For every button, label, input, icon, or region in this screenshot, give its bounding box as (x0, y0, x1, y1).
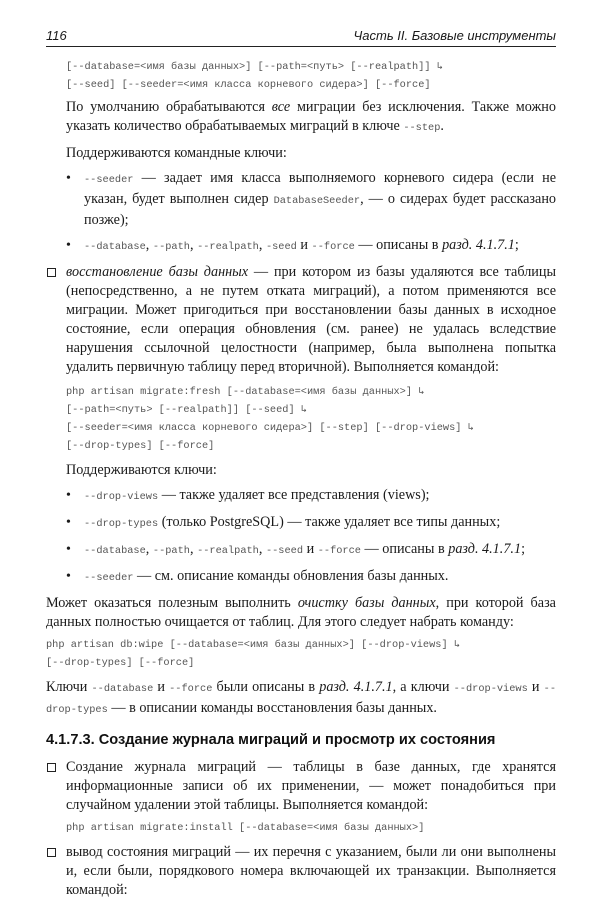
bullet-icon: • (66, 542, 71, 557)
code-line: php artisan migrate:install [--database=<имя базы данных>] (66, 822, 425, 834)
paragraph: Может оказаться полезным выполнить очистку базы данных, при которой база данных полностью очищается от таблиц. Для этого следует набрать команду: (46, 595, 556, 630)
bullet-icon: • (66, 515, 71, 530)
code-line: [--drop-types] [--force] (66, 440, 215, 452)
list-item: • --database, --path, --realpath, --seed и --force — описаны в разд. 4.1.7.1; (66, 541, 526, 557)
section-heading: 4.1.7.3. Создание журнала миграций и просмотр их состояния (46, 732, 496, 748)
code-block-db-wipe (46, 636, 556, 672)
code-line: [--seed] [--seeder=<имя класса корневого сидера>] [--force] (66, 79, 431, 91)
code-block-migrate-fresh (46, 383, 556, 455)
code-line: [--database=<имя базы данных>] [--path=<путь> [--realpath]] ↳ (66, 61, 443, 73)
code-block-migrate-refresh (46, 58, 556, 94)
part-title: Часть II. Базовые инструменты (353, 28, 556, 43)
paragraph: Поддерживаются командные ключи: (66, 145, 287, 161)
code-line: [--drop-types] [--force] (46, 657, 195, 669)
bullet-icon: • (66, 569, 71, 584)
paragraph: По умолчанию обрабатываются все миграции без исключения. Также можно указать количество обрабатываемых миграций в ключе --step. (66, 99, 556, 134)
square-bullet-icon (47, 268, 56, 277)
list-item: • --seeder — задает имя класса выполняемого корневого сидера (если не указан, будет выполнен сидер DatabaseSeeder, — о сидерах будет рассказано позже); (66, 170, 557, 228)
code-line: [--seeder=<имя класса корневого сидера>] [--step] [--drop-views] ↳ (66, 422, 474, 434)
paragraph: Поддерживаются ключи: (66, 462, 217, 478)
code-line: [--path=<путь> [--realpath]] [--seed] ↳ (66, 404, 308, 416)
bullet-icon: • (66, 488, 71, 503)
paragraph: Ключи --database и --force были описаны в разд. 4.1.7.1, а ключи --drop-views и --drop-types — в описании команды восстановления базы данных. (46, 679, 556, 716)
square-bullet-icon (47, 763, 56, 772)
square-bullet-icon (47, 848, 56, 857)
running-header (46, 26, 556, 47)
code-line: php artisan db:wipe [--database=<имя базы данных>] [--drop-views] ↳ (46, 639, 461, 651)
list-item: • --drop-views — также удаляет все представления (views); (66, 487, 430, 503)
page-body (46, 58, 556, 900)
code-block-migrate-install (46, 819, 556, 837)
page-number: 116 (46, 28, 67, 43)
bullet-icon: • (66, 238, 71, 253)
bullet-icon: • (66, 171, 71, 186)
code-line: php artisan migrate:fresh [--database=<имя базы данных>] ↳ (66, 386, 425, 398)
checkbox-list-item: восстановление базы данных — при котором из базы удаляются все таблицы (непосредственно, а не путем отката миграций), а потом применяются все миграции. Может пригодиться при восстановлении базы данных в исходное состояние, если операция обновления (см. ранее) не удалась вследствие нарушения ссылочной целостности (например, была выполнена попытка удалить первичную таблицу перед вторичной). Выполняется командой: (46, 263, 556, 377)
list-item: • --drop-types (только PostgreSQL) — также удаляет все типы данных; (66, 514, 501, 530)
list-item: • --database, --path, --realpath, -seed и --force — описаны в разд. 4.1.7.1; (66, 237, 519, 253)
list-item: • --seeder — см. описание команды обновления базы данных. (66, 568, 449, 584)
checkbox-list-item: вывод состояния миграций — их перечня с указанием, были ли они выполнены и, если были, порядкового номера включающей их транзакции. Выполняется командой: (46, 843, 556, 900)
checkbox-list-item: Создание журнала миграций — таблицы в базе данных, где хранятся информационные записи об их применении, — может понадобиться при случайном удалении этой таблицы. Выполняется командой: (46, 758, 556, 815)
